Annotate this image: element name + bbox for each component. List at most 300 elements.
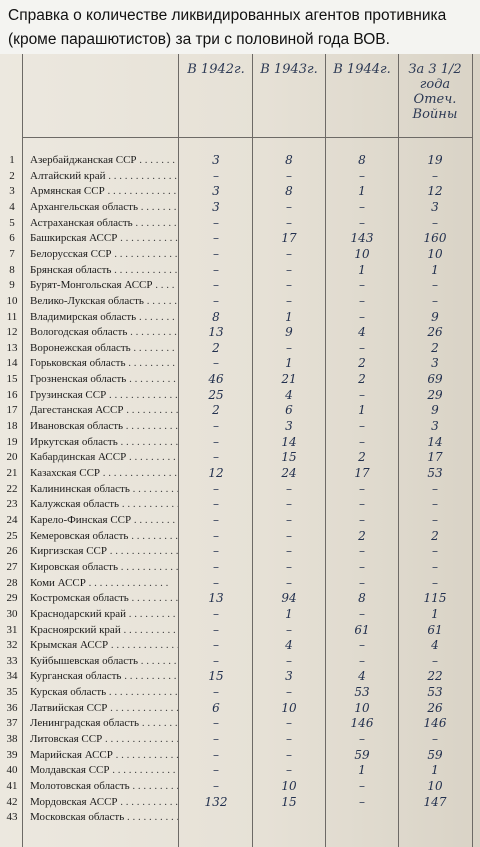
value-cell: 132 bbox=[204, 794, 228, 809]
region-name: Иркутская область . . . bbox=[30, 434, 178, 450]
value-cell: – bbox=[286, 559, 292, 574]
value-cell: 15 bbox=[208, 669, 224, 684]
table-row bbox=[0, 183, 480, 200]
value-cell: – bbox=[359, 199, 365, 214]
value-cell: – bbox=[286, 340, 292, 355]
value-cell: 3 bbox=[431, 419, 439, 434]
value-cell: 9 bbox=[431, 403, 439, 418]
table-row bbox=[0, 762, 480, 779]
table-row bbox=[0, 700, 480, 717]
value-cell: 4 bbox=[285, 638, 293, 653]
row-number: 31 bbox=[6, 623, 18, 636]
value-cell: 1 bbox=[358, 763, 366, 778]
value-cell: – bbox=[213, 685, 219, 700]
value-cell: 10 bbox=[427, 246, 443, 261]
row-number: 36 bbox=[6, 701, 18, 714]
value-cell: – bbox=[286, 293, 292, 308]
value-cell: 6 bbox=[212, 700, 220, 715]
value-cell: 19 bbox=[427, 153, 443, 167]
value-cell: 10 bbox=[281, 700, 297, 715]
table-row bbox=[0, 309, 480, 326]
value-cell: 1 bbox=[358, 403, 366, 418]
value-cell: 1 bbox=[431, 763, 439, 778]
value-cell: – bbox=[432, 732, 438, 747]
value-cell: 2 bbox=[212, 340, 220, 355]
value-cell: 2 bbox=[358, 450, 366, 465]
row-number: 17 bbox=[6, 404, 18, 417]
value-cell: – bbox=[432, 215, 438, 230]
value-cell: – bbox=[432, 559, 438, 574]
value-cell: 160 bbox=[423, 231, 447, 246]
value-cell: – bbox=[286, 246, 292, 261]
value-cell: – bbox=[359, 794, 365, 809]
region-name: Казахская ССР . . . bbox=[30, 465, 178, 481]
value-cell: 2 bbox=[431, 340, 439, 355]
row-number: 43 bbox=[6, 811, 18, 824]
value-cell: 1 bbox=[285, 309, 293, 324]
value-cell: – bbox=[432, 512, 438, 527]
value-cell: 26 bbox=[427, 700, 443, 715]
table-row bbox=[0, 293, 480, 310]
value-cell: 61 bbox=[354, 622, 370, 637]
row-number: 1 bbox=[9, 154, 15, 166]
row-number: 2 bbox=[9, 169, 15, 182]
row-number: 38 bbox=[6, 733, 18, 746]
value-cell: 21 bbox=[281, 372, 297, 387]
row-number: 13 bbox=[6, 341, 18, 354]
value-cell: 10 bbox=[427, 779, 443, 793]
value-cell: – bbox=[286, 685, 292, 700]
row-number: 27 bbox=[6, 560, 18, 573]
value-cell: – bbox=[213, 559, 219, 574]
table-row bbox=[0, 262, 480, 279]
value-cell: 1 bbox=[285, 606, 293, 621]
value-cell: 1 bbox=[431, 606, 439, 621]
table-row bbox=[0, 402, 480, 419]
table-row bbox=[0, 528, 480, 545]
column-header-1943: В 1943г. bbox=[260, 62, 318, 77]
value-cell: 12 bbox=[427, 184, 443, 199]
value-cell: 1 bbox=[285, 356, 293, 371]
value-cell: 115 bbox=[423, 591, 447, 606]
row-number: 28 bbox=[6, 576, 18, 589]
table-row bbox=[0, 449, 480, 466]
value-cell: – bbox=[213, 293, 219, 308]
table-row bbox=[0, 199, 480, 216]
value-cell: – bbox=[359, 168, 365, 183]
value-cell: 3 bbox=[285, 419, 293, 434]
region-name: Грузинская ССР . . . bbox=[30, 387, 178, 403]
table-row bbox=[0, 215, 480, 232]
value-cell: – bbox=[359, 512, 365, 527]
value-cell: 3 bbox=[431, 199, 439, 214]
region-name: Архангельская область . . . bbox=[30, 199, 178, 215]
region-name: Ивановская область . . . bbox=[30, 418, 178, 434]
table-row bbox=[0, 418, 480, 435]
value-cell: – bbox=[286, 653, 292, 668]
value-cell: 12 bbox=[208, 466, 224, 480]
table-row bbox=[0, 496, 480, 513]
value-cell: – bbox=[432, 497, 438, 512]
region-name: Азербайджанская ССР . . . bbox=[30, 152, 178, 168]
value-cell: – bbox=[359, 575, 365, 590]
value-cell: 17 bbox=[427, 450, 443, 465]
row-number: 19 bbox=[6, 435, 18, 448]
value-cell: 15 bbox=[281, 450, 297, 465]
value-cell: 1 bbox=[431, 262, 439, 277]
value-cell: – bbox=[359, 497, 365, 512]
value-cell: – bbox=[286, 622, 292, 637]
row-number: 35 bbox=[6, 686, 18, 699]
value-cell: 2 bbox=[358, 372, 366, 387]
region-name: Армянская ССР . . . bbox=[30, 183, 178, 199]
region-name: Кабардинская АССР . . . bbox=[30, 449, 178, 465]
table-row bbox=[0, 387, 480, 404]
row-number: 42 bbox=[6, 795, 18, 808]
value-cell: – bbox=[359, 544, 365, 559]
value-cell: 10 bbox=[354, 246, 370, 261]
value-cell: 24 bbox=[281, 466, 297, 480]
value-cell: 1 bbox=[358, 262, 366, 277]
value-cell: 25 bbox=[208, 387, 224, 402]
value-cell: – bbox=[432, 278, 438, 293]
row-number: 30 bbox=[6, 607, 18, 620]
value-cell: – bbox=[213, 419, 219, 434]
value-cell: 8 bbox=[212, 309, 220, 324]
value-cell: 53 bbox=[354, 685, 370, 700]
value-cell: 14 bbox=[281, 434, 297, 449]
value-cell: – bbox=[286, 215, 292, 230]
region-name: Астраханская область . . . bbox=[30, 215, 178, 231]
row-number: 4 bbox=[9, 200, 15, 213]
value-cell: – bbox=[432, 575, 438, 590]
value-cell: – bbox=[213, 606, 219, 621]
value-cell: – bbox=[359, 779, 365, 793]
row-number: 8 bbox=[9, 263, 15, 276]
value-cell: 22 bbox=[427, 669, 443, 684]
value-cell: – bbox=[359, 434, 365, 449]
table-row bbox=[0, 481, 480, 498]
table-row bbox=[0, 543, 480, 560]
table-row bbox=[0, 637, 480, 654]
value-cell: 4 bbox=[358, 325, 366, 340]
value-cell: – bbox=[213, 278, 219, 293]
region-name: Горьковская область . . . bbox=[30, 355, 178, 371]
value-cell: – bbox=[286, 747, 292, 762]
region-name: Вологодская область . . . bbox=[30, 324, 178, 340]
region-name: Курская область . . . bbox=[30, 684, 178, 700]
region-name: Красноярский край . . . bbox=[30, 622, 178, 638]
row-number: 40 bbox=[6, 764, 18, 777]
region-name: Костромская область . . . bbox=[30, 590, 178, 606]
value-cell: – bbox=[213, 653, 219, 668]
value-cell: 4 bbox=[285, 387, 293, 402]
value-cell: 2 bbox=[431, 528, 439, 543]
table-row bbox=[0, 355, 480, 372]
table-row bbox=[0, 340, 480, 357]
value-cell: – bbox=[359, 278, 365, 293]
value-cell: – bbox=[213, 450, 219, 465]
value-cell: 146 bbox=[350, 716, 374, 731]
value-cell: 3 bbox=[212, 153, 220, 167]
value-cell: – bbox=[359, 419, 365, 434]
table-row bbox=[0, 230, 480, 247]
table-row bbox=[0, 653, 480, 670]
value-cell: – bbox=[213, 481, 219, 496]
value-cell: 4 bbox=[358, 669, 366, 684]
value-cell: 53 bbox=[427, 466, 443, 480]
value-cell: – bbox=[432, 544, 438, 559]
table-row bbox=[0, 465, 480, 482]
row-number: 34 bbox=[6, 670, 18, 683]
region-name: Кемеровская область . . . bbox=[30, 528, 178, 544]
value-cell: 2 bbox=[358, 356, 366, 371]
value-cell: 3 bbox=[431, 356, 439, 371]
value-cell: 9 bbox=[431, 309, 439, 324]
table-row bbox=[0, 324, 480, 341]
value-cell: – bbox=[359, 559, 365, 574]
table-row bbox=[0, 575, 480, 592]
value-cell: 17 bbox=[354, 466, 370, 480]
region-name: Алтайский край . . . bbox=[30, 168, 178, 184]
region-name: Белорусская ССР . . . bbox=[30, 246, 178, 262]
value-cell: – bbox=[432, 168, 438, 183]
table-row bbox=[0, 715, 480, 732]
region-name: Курганская область . . . bbox=[30, 668, 178, 684]
region-name: Кировская область . . . bbox=[30, 559, 178, 575]
value-cell: – bbox=[213, 497, 219, 512]
region-name: Краснодарский край . . . bbox=[30, 606, 178, 622]
table-row bbox=[0, 731, 480, 748]
value-cell: – bbox=[213, 168, 219, 183]
table-row bbox=[0, 168, 480, 185]
region-name: Грозненская область . . . bbox=[30, 371, 178, 387]
value-cell: – bbox=[286, 199, 292, 214]
region-name: Велико-Лукская область . . . bbox=[30, 293, 178, 309]
value-cell: 3 bbox=[212, 184, 220, 199]
value-cell: – bbox=[213, 512, 219, 527]
value-cell: 143 bbox=[350, 231, 374, 246]
row-number: 39 bbox=[6, 748, 18, 761]
value-cell: 61 bbox=[427, 622, 443, 637]
row-number: 21 bbox=[6, 467, 18, 479]
value-cell: 29 bbox=[427, 387, 443, 402]
row-number: 16 bbox=[6, 388, 18, 401]
value-cell: – bbox=[213, 246, 219, 261]
region-name: Мордовская АССР . . . bbox=[30, 794, 178, 810]
page-title: Справка о количестве ликвидированных агентов противника (кроме парашютистов) за три с половиной года ВОВ. bbox=[0, 0, 480, 54]
table-row bbox=[0, 277, 480, 294]
table-row bbox=[0, 684, 480, 701]
value-cell: – bbox=[213, 215, 219, 230]
value-cell: – bbox=[286, 528, 292, 543]
column-header-total: За 3 1/2 года Отеч. Войны bbox=[408, 62, 462, 122]
value-cell: – bbox=[359, 638, 365, 653]
value-cell: 17 bbox=[281, 231, 297, 246]
value-cell: – bbox=[432, 653, 438, 668]
value-cell: – bbox=[213, 732, 219, 747]
value-cell: 8 bbox=[285, 153, 293, 167]
value-cell: – bbox=[213, 779, 219, 793]
value-cell: – bbox=[432, 481, 438, 496]
value-cell: 94 bbox=[281, 591, 297, 606]
row-number: 18 bbox=[6, 420, 18, 433]
table-row bbox=[0, 152, 480, 169]
table-row bbox=[0, 371, 480, 388]
row-number: 12 bbox=[6, 326, 18, 339]
value-cell: 10 bbox=[354, 700, 370, 715]
row-number: 11 bbox=[6, 310, 18, 323]
value-cell: – bbox=[359, 293, 365, 308]
value-cell: 146 bbox=[423, 716, 447, 731]
table-row bbox=[0, 246, 480, 263]
region-name: Калужская область . . . bbox=[30, 496, 178, 512]
value-cell: – bbox=[359, 387, 365, 402]
value-cell: 3 bbox=[212, 199, 220, 214]
region-name: Крымская АССР . . . bbox=[30, 637, 178, 653]
value-cell: 3 bbox=[285, 669, 293, 684]
value-cell: – bbox=[213, 356, 219, 371]
region-name: Куйбышевская область . . . bbox=[30, 653, 178, 669]
row-number: 3 bbox=[9, 185, 15, 198]
row-number: 20 bbox=[6, 451, 18, 464]
value-cell: 15 bbox=[281, 794, 297, 809]
row-number: 10 bbox=[6, 294, 18, 307]
value-cell: 8 bbox=[358, 591, 366, 606]
value-cell: 147 bbox=[423, 794, 447, 809]
value-cell: – bbox=[432, 293, 438, 308]
region-name: Воронежская область . . . bbox=[30, 340, 178, 356]
table-row bbox=[0, 809, 480, 826]
value-cell: – bbox=[213, 528, 219, 543]
value-cell: 6 bbox=[285, 403, 293, 418]
value-cell: – bbox=[213, 575, 219, 590]
row-number: 32 bbox=[6, 639, 18, 652]
table-row bbox=[0, 606, 480, 623]
region-name: Брянская область . . . bbox=[30, 262, 178, 278]
row-number: 6 bbox=[9, 232, 15, 245]
value-cell: – bbox=[286, 575, 292, 590]
row-number: 5 bbox=[9, 216, 15, 229]
row-number: 24 bbox=[6, 513, 18, 526]
column-header-1944: В 1944г. bbox=[333, 62, 391, 77]
value-cell: – bbox=[213, 622, 219, 637]
value-cell: – bbox=[213, 544, 219, 559]
value-cell: – bbox=[286, 763, 292, 778]
region-name: Молотовская область . . . bbox=[30, 778, 178, 794]
value-cell: – bbox=[359, 653, 365, 668]
value-cell: – bbox=[359, 481, 365, 496]
value-cell: – bbox=[213, 262, 219, 277]
value-cell: 2 bbox=[212, 403, 220, 418]
value-cell: – bbox=[359, 732, 365, 747]
region-name: Марийская АССР . . . bbox=[30, 747, 178, 763]
value-cell: – bbox=[286, 544, 292, 559]
row-number: 14 bbox=[6, 357, 18, 370]
row-number: 33 bbox=[6, 654, 18, 667]
region-name: Литовская ССР . . . bbox=[30, 731, 178, 747]
table-row bbox=[0, 434, 480, 451]
value-cell: – bbox=[286, 497, 292, 512]
value-cell: 8 bbox=[285, 184, 293, 199]
value-cell: – bbox=[286, 168, 292, 183]
table-row bbox=[0, 590, 480, 607]
region-name: Дагестанская АССР . . . bbox=[30, 402, 178, 418]
region-name: Киргизская ССР . . . bbox=[30, 543, 178, 559]
value-cell: 69 bbox=[427, 372, 443, 387]
value-cell: – bbox=[359, 309, 365, 324]
table-row bbox=[0, 622, 480, 639]
row-number: 26 bbox=[6, 545, 18, 558]
table-row bbox=[0, 794, 480, 811]
value-cell: 4 bbox=[431, 638, 439, 653]
value-cell: 8 bbox=[358, 153, 366, 167]
region-name: Калининская область . . . bbox=[30, 481, 178, 497]
row-number: 23 bbox=[6, 498, 18, 511]
value-cell: – bbox=[213, 747, 219, 762]
region-name: Московская область . . . bbox=[30, 809, 178, 825]
table-row bbox=[0, 778, 480, 795]
value-cell: 10 bbox=[281, 779, 297, 793]
row-number: 15 bbox=[6, 373, 18, 386]
value-cell: – bbox=[359, 215, 365, 230]
region-name: Бурят-Монгольская АССР . . . bbox=[30, 277, 178, 293]
value-cell: 14 bbox=[427, 434, 443, 449]
table-row bbox=[0, 512, 480, 529]
value-cell: – bbox=[286, 512, 292, 527]
region-name: Молдавская ССР . . . bbox=[30, 762, 178, 778]
value-cell: 13 bbox=[208, 325, 224, 340]
value-cell: – bbox=[286, 716, 292, 731]
value-cell: 13 bbox=[208, 591, 224, 606]
value-cell: 46 bbox=[208, 372, 224, 387]
row-number: 7 bbox=[9, 247, 15, 260]
region-name: Коми АССР . . . bbox=[30, 575, 178, 591]
value-cell: 59 bbox=[427, 747, 443, 762]
row-number: 25 bbox=[6, 529, 18, 542]
value-cell: 59 bbox=[354, 747, 370, 762]
region-name: Башкирская АССР . . . bbox=[30, 230, 178, 246]
value-cell: – bbox=[213, 638, 219, 653]
region-name: Карело-Финская ССР . . . bbox=[30, 512, 178, 528]
row-number: 37 bbox=[6, 717, 18, 730]
value-cell: – bbox=[286, 262, 292, 277]
table-row bbox=[0, 747, 480, 764]
value-cell: – bbox=[286, 278, 292, 293]
value-cell: – bbox=[286, 481, 292, 496]
value-cell: – bbox=[359, 340, 365, 355]
value-cell: 2 bbox=[358, 528, 366, 543]
value-cell: 9 bbox=[285, 325, 293, 340]
row-number: 41 bbox=[6, 780, 18, 792]
row-number: 22 bbox=[6, 482, 18, 495]
region-name: Владимирская область . . . bbox=[30, 309, 178, 325]
header-rule bbox=[22, 137, 472, 138]
value-cell: – bbox=[213, 434, 219, 449]
row-number: 29 bbox=[6, 592, 18, 605]
value-cell: 1 bbox=[358, 184, 366, 199]
value-cell: 53 bbox=[427, 685, 443, 700]
column-header-1942: В 1942г. bbox=[187, 62, 245, 77]
table-row bbox=[0, 668, 480, 685]
region-name: Ленинградская область . . . bbox=[30, 715, 178, 731]
value-cell: 26 bbox=[427, 325, 443, 340]
value-cell: – bbox=[213, 231, 219, 246]
value-cell: – bbox=[286, 732, 292, 747]
region-name: Латвийская ССР . . . bbox=[30, 700, 178, 716]
value-cell: – bbox=[213, 763, 219, 778]
value-cell: – bbox=[213, 716, 219, 731]
